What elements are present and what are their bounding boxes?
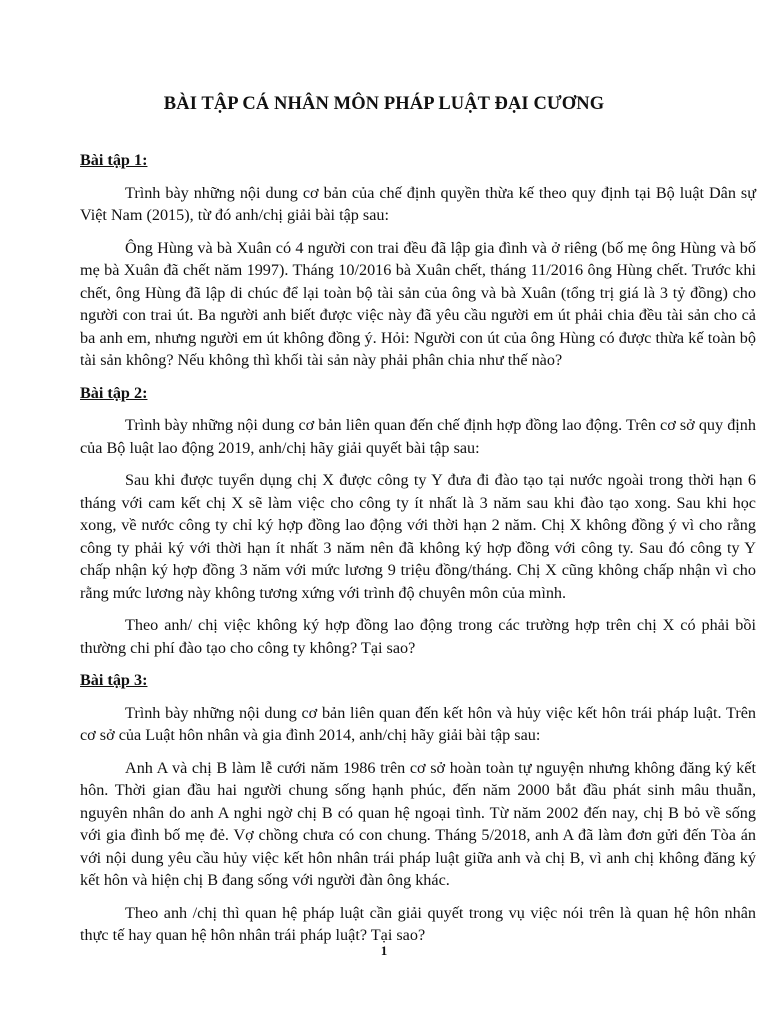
exercise-paragraph: Trình bày những nội dung cơ bản liên quan đến chế định hợp đồng lao động. Trên cơ sở quy định của Bộ luật lao động 2019, anh/chị hãy giải quyết bài tập sau: [80,416,756,457]
exercise-paragraph: Theo anh/ chị việc không ký hợp đồng lao động trong các trường hợp trên chị X có phải bồi thường chi phí đào tạo cho công ty không? Tại sao? [80,616,756,657]
exercise-1 [80,149,756,372]
exercise-paragraph: Ông Hùng và bà Xuân có 4 người con trai đều đã lập gia đình và ở riêng (bố mẹ ông Hùng và bố mẹ bà Xuân đã chết năm 1997). Tháng 10/2016 bà Xuân chết, tháng 11/2016 ông Hùng chết. Trước khi chết, ông Hùng đã lập di chúc để lại toàn bộ tài sản của ông và bà Xuân (tổng trị giá là 3 tỷ đồng) cho người con trai út. Ba người anh biết được việc này đã yêu cầu người em út phải chia đều tài sản cho cả ba anh em, nhưng người em út không đồng ý. Hỏi: Người con út của ông Hùng có được thừa kế toàn bộ tài sản không? Nếu không thì khối tài sản này phải phân chia như thế nào? [80,238,756,369]
document-body [80,149,756,957]
exercise-paragraph: Anh A và chị B làm lễ cưới năm 1986 trên cơ sở hoàn toàn tự nguyện nhưng không đăng ký kết hôn. Thời gian đầu hai người chung sống hạnh phúc, đến năm 2000 bắt đầu phát sinh mâu thuẫn, nguyên nhân do anh A nghi ngờ chị B có quan hệ ngoại tình. Từ năm 2002 đến nay, chị B bỏ về sống với gia đình bố mẹ đẻ. Vợ chồng chưa có con chung. Tháng 5/2018, anh A đã làm đơn gửi đến Tòa án với nội dung yêu cầu hủy việc kết hôn nhân trái pháp luật giữa anh và chị B, vì anh chị không đăng ký kết hôn và hiện chị B đang sống với người đàn ông khác. [80,758,756,889]
page-title: BÀI TẬP CÁ NHÂN MÔN PHÁP LUẬT ĐẠI CƯƠNG [163,94,605,114]
exercise-2 [80,382,756,660]
exercise-heading: Bài tập 1: [80,151,148,169]
exercise-paragraph: Trình bày những nội dung cơ bản liên quan đến kết hôn và hủy việc kết hôn trái pháp luật. Trên cơ sở của Luật hôn nhân và gia đình 2014, anh/chị hãy giải bài tập sau: [80,703,756,744]
exercise-paragraph: Sau khi được tuyển dụng chị X được công ty Y đưa đi đào tạo tại nước ngoài trong thời hạn 6 tháng với cam kết chị X sẽ làm việc cho công ty ít nhất là 3 năm sau khi đào tạo xong. Sau khi học xong, về nước công ty chỉ ký hợp đồng lao động với thời hạn 2 năm. Chị X không đồng ý vì cho rằng công ty phải ký với thời hạn ít nhất 3 năm nên đã không ký hợp đồng với công ty. Sau đó công ty Y chấp nhận ký hợp đồng 3 năm với mức lương 9 triệu đồng/tháng. Chị X cũng không chấp nhận vì cho rằng mức lương này không tương xứng với trình độ chuyên môn của mình. [80,471,756,602]
exercise-paragraph: Trình bày những nội dung cơ bản của chế định quyền thừa kế theo quy định tại Bộ luật Dân sự Việt Nam (2015), từ đó anh/chị giải bài tập sau: [80,183,756,224]
exercise-paragraph: Theo anh /chị thì quan hệ pháp luật cần giải quyết trong vụ việc nói trên là quan hệ hôn nhân thực tế hay quan hệ hôn nhân trái pháp luật? Tại sao? [80,903,756,944]
page-number: 1 [380,943,388,958]
exercise-heading: Bài tập 3: [80,671,148,689]
exercise-heading: Bài tập 2: [80,383,148,402]
exercise-3 [80,669,756,947]
